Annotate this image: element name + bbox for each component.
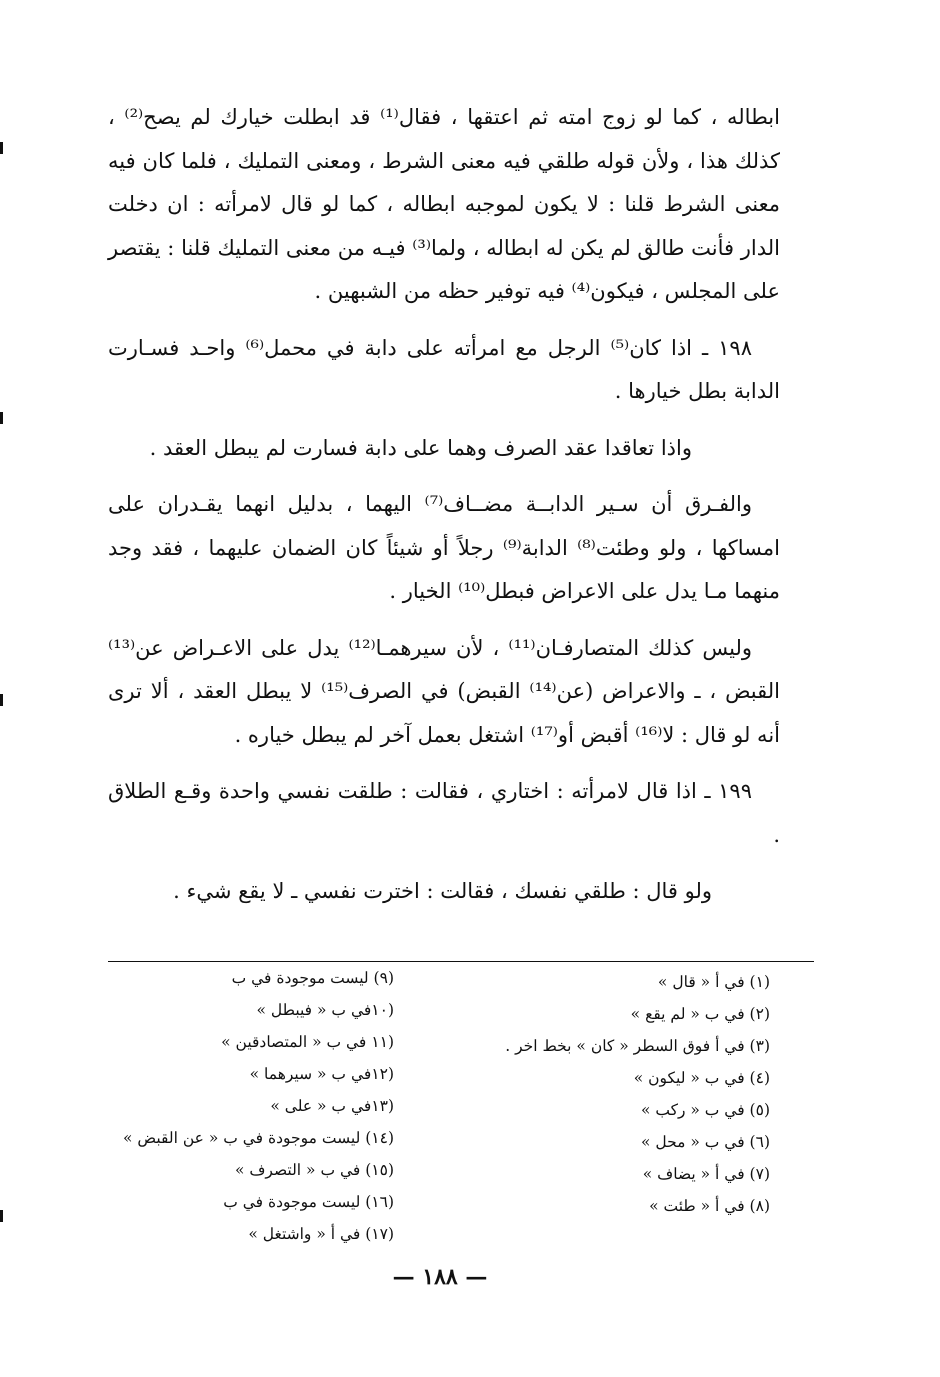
footnote: (١١ في ب « المتصادقين » [221, 1033, 394, 1051]
footnote: (١٣في ب « على » [270, 1097, 394, 1115]
scan-edge-mark [0, 1210, 3, 1222]
footnote: (١) في أ « قال » [657, 973, 770, 991]
footnote: (٩) ليست موجودة في ب [231, 969, 394, 987]
footnote: (٥) في ب « ركب » [640, 1101, 770, 1119]
footnotes-right-column [450, 966, 770, 1222]
paragraph-7: ولو قال : طلقي نفسك ، فقالت : اخترت نفسي ـ لا يقع شيء . [173, 879, 712, 903]
footnote: (١٥) في ب « التصرف » [234, 1161, 394, 1179]
scan-edge-mark [0, 142, 3, 154]
paragraph-1: ابطاله ، كما لو زوج امته ثم اعتقها ، فقال⁽¹⁾ قد ابطلت خيارك لم يصح⁽²⁾ ، كذلك هذا ، ولأن قوله طلقي فيه معنى الشرط ، ومعنى التمليك ، فلما كان فيه معنى الشرط قلنا : لا يكون لموجبه ابطاله ، كما لو قال لامرأته : ان دخلت الدار فأنت طالق لم يكن له ابطاله ، ولما⁽³⁾ فيـه من معنى التمليك قلنا : يقتصر على المجلس ، فيكون⁽⁴⁾ فيه توفير حظه من الشبهين . [108, 105, 780, 303]
footnote: (١٢في ب « سيرهما » [249, 1065, 394, 1083]
scan-edge-mark [0, 694, 3, 706]
footnote: (٦) في ب « محل » [640, 1133, 770, 1151]
footnote: (٢) في ب « لم يقع » [630, 1005, 770, 1023]
paragraph-5: وليس كذلك المتصارفـان⁽¹¹⁾ ، لأن سيرهمـا⁽¹²⁾ يدل على الاعـراض عن⁽¹³⁾ القبض ، ـ والاعراض (عن⁽¹⁴⁾ القبض) في الصرف⁽¹⁵⁾ لا يبطل العقد ، ألا ترى أنه لو قال : لا⁽¹⁶⁾ أقبض أو⁽¹⁷⁾ اشتغل بعمل آخر لم يبطل خياره . [108, 635, 781, 747]
page-body [108, 96, 780, 914]
paragraph-199: ١٩٩ ـ اذا قال لامرأته : اختاري ، فقالت : طلقت نفسي واحدة وقـع الطلاق . [108, 779, 780, 847]
paragraph-3: واذا تعاقدا عقد الصرف وهما على دابة فسارت لم يبطل العقد . [149, 435, 692, 460]
footnote: (١٠في ب « فيبطل » [256, 1001, 394, 1019]
footnote: (١٤) ليست موجودة في ب « عن القبض » [122, 1129, 394, 1147]
footnote: (١٦) ليست موجودة في ب [223, 1193, 394, 1211]
scan-edge-mark [0, 412, 3, 424]
footnotes-left-column [54, 962, 394, 1250]
footnote: (٨) في أ « طئت » [649, 1197, 770, 1215]
footnote: (٤) في ب « ليكون » [633, 1069, 770, 1087]
paragraph-198: ١٩٨ ـ اذا كان⁽⁵⁾ الرجل مع امرأته على دابة في محمل⁽⁶⁾ واحـد فسـارت الدابة بطل خيارها . [108, 335, 780, 403]
paragraph-4: والفـرق أن سـير الدابــة مضــاف⁽⁷⁾ اليهما ، بدليل انهما يقـدران على امساكها ، ولو وطئت⁽⁸⁾ الدابة⁽⁹⁾ رجلاً أو شيئاً كان الضمان عليهما ، فقد وجد منهما مـا يدل على الاعراض فبطل⁽¹⁰⁾ الخيار . [108, 492, 780, 603]
footnote: (٧) في أ « يضاف » [642, 1165, 770, 1183]
page-number: — ١٨٨ — [392, 1264, 488, 1290]
footnote: (٣) في أ فوق السطر « كان » بخط اخر . [505, 1037, 770, 1055]
footnote: (١٧) في أ « واشتغل » [248, 1225, 394, 1243]
